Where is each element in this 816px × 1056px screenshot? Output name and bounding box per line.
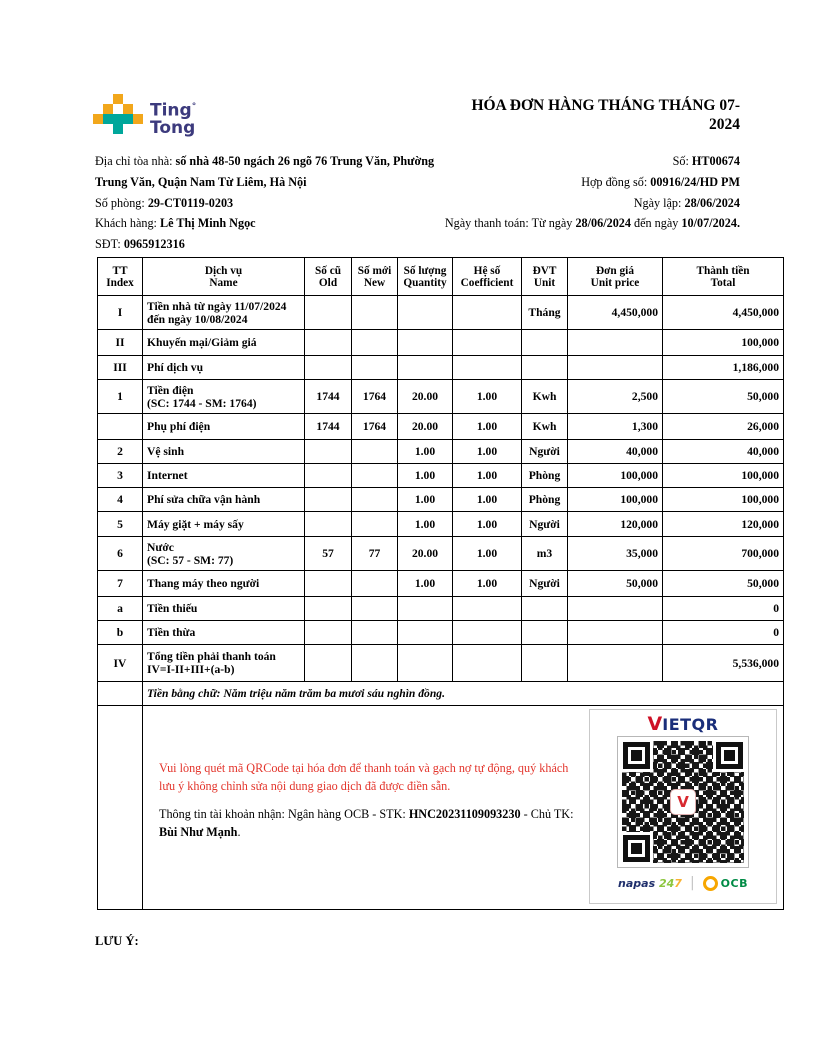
table-header-row <box>98 258 784 296</box>
table-row: 1 Tiền điện (SC: 1744 - SM: 1764) 1744 1764 20.00 1.00 Kwh 2,500 50,000 <box>98 380 784 414</box>
napas-logo: napas 247 <box>618 876 682 890</box>
footer-note: LƯU Ý: <box>95 934 139 948</box>
cell-name: Tiền thiếu <box>143 597 305 621</box>
table-row: 7 Thang máy theo người 1.00 1.00 Người 50,000 50,000 <box>98 571 784 597</box>
cell-index: 1 <box>98 380 143 414</box>
amount-in-words: Tiền bằng chữ: Năm triệu năm trăm ba mươi sáu nghìn đồng. <box>143 682 784 706</box>
cell-index: 2 <box>98 440 143 464</box>
cell-index: II <box>98 330 143 356</box>
customer-phone: SĐT: 0965912316 <box>95 237 185 252</box>
cell-name: Phí dịch vụ <box>143 356 305 380</box>
table-row <box>98 597 784 621</box>
cell-quantity <box>398 296 453 330</box>
cell-total: 50,000 <box>663 571 784 597</box>
cell-name: Vệ sinh <box>143 440 305 464</box>
header-name: Dịch vụ Name <box>143 258 305 296</box>
cell-index: IV <box>98 645 143 682</box>
ocb-logo: OCB <box>703 876 748 891</box>
tingtong-wordmark <box>150 99 196 137</box>
cell-name: Tiền nhà từ ngày 11/07/2024 đến ngày 10/08/2024 <box>143 296 305 330</box>
divider: | <box>689 875 695 891</box>
ocb-circle-icon <box>703 876 718 891</box>
table-row: 5 Máy giặt + máy sấy 1.00 1.00 Người 120,000 120,000 <box>98 512 784 537</box>
tingtong-pixel-icon <box>93 94 143 134</box>
cell-total: 100,000 <box>663 330 784 356</box>
header-quantity: Số lượng Quantity <box>398 258 453 296</box>
cell-name: Phụ phí điện <box>143 414 305 440</box>
table-row: 2 Vệ sinh 1.00 1.00 Người 40,000 40,000 <box>98 440 784 464</box>
payment-qr-row <box>98 706 784 910</box>
cell-name: Phí sửa chữa vận hành <box>143 488 305 512</box>
vietqr-center-icon: V <box>670 789 696 815</box>
invoice-meta <box>300 151 740 234</box>
cell-total: 100,000 <box>663 488 784 512</box>
cell-index <box>98 414 143 440</box>
issue-date: Ngày lập: 28/06/2024 <box>633 195 740 210</box>
cell-name: Thang máy theo người <box>143 571 305 597</box>
cell-index: a <box>98 597 143 621</box>
cell-unit-price: 4,450,000 <box>568 296 663 330</box>
cell-new <box>352 296 398 330</box>
header-total: Thành tiền Total <box>663 258 784 296</box>
cell-name: Máy giặt + máy sấy <box>143 512 305 537</box>
cell-index: 5 <box>98 512 143 537</box>
cell-index: 3 <box>98 464 143 488</box>
cell-name: Khuyến mại/Giảm giá <box>143 330 305 356</box>
cell-index: 4 <box>98 488 143 512</box>
cell-unit: Tháng <box>522 296 568 330</box>
cell-total: 4,450,000 <box>663 296 784 330</box>
cell-name: Tiền điện (SC: 1744 - SM: 1764) <box>143 380 305 414</box>
room-number: Số phòng: 29-CT0119-0203 <box>95 195 234 210</box>
cell-total: 0 <box>663 597 784 621</box>
header-index: TT Index <box>98 258 143 296</box>
cell-coefficient <box>453 296 522 330</box>
cell-index: b <box>98 621 143 645</box>
cell-index: III <box>98 356 143 380</box>
invoice-title-line1: HÓA ĐƠN HÀNG THÁNG THÁNG 07- <box>471 97 740 114</box>
qr-finder-icon <box>716 742 743 769</box>
cell-total: 100,000 <box>663 464 784 488</box>
cell-index: 7 <box>98 571 143 597</box>
cell-total: 120,000 <box>663 512 784 537</box>
payment-network-logos <box>618 875 748 891</box>
table-row-grand-total <box>98 645 784 682</box>
cell-total: 0 <box>663 621 784 645</box>
vietqr-logo: VIETQR <box>647 713 719 735</box>
logo-line1: Ting <box>150 100 192 121</box>
invoice-title-line2: 2024 <box>709 116 740 133</box>
cell-total: 1,186,000 <box>663 356 784 380</box>
empty-cell <box>98 706 143 910</box>
building-address: Địa chỉ tòa nhà: số nhà 48-50 ngách 26 ngõ 76 Trung Văn, Phường Trung Văn, Quận Nam Từ Liêm, Hà Nội <box>95 154 435 189</box>
cell-total: 40,000 <box>663 440 784 464</box>
table-row <box>98 330 784 356</box>
cell-name: Tổng tiền phải thanh toán IV=I-II+III+(a-b) <box>143 645 305 682</box>
empty-cell <box>98 682 143 706</box>
cell-name: Nước (SC: 57 - SM: 77) <box>143 537 305 571</box>
vietqr-block <box>589 709 777 904</box>
header-unit-price: Đơn giá Unit price <box>568 258 663 296</box>
table-row: 3 Internet 1.00 1.00 Phòng 100,000 100,000 <box>98 464 784 488</box>
table-row <box>98 296 784 330</box>
table-row: 6 Nước (SC: 57 - SM: 77) 57 77 20.00 1.00 m3 35,000 700,000 <box>98 537 784 571</box>
contract-number: Hợp đồng số: 00916/24/HD PM <box>581 174 740 189</box>
bank-account-info: Thông tin tài khoản nhận: Ngân hàng OCB - STK: HNC20231109093230 - Chủ TK: Bùi Như Mạnh. <box>159 807 574 839</box>
invoice-number: Số: HT00674 <box>672 154 740 168</box>
cell-old <box>305 296 352 330</box>
tingtong-logo <box>93 94 196 137</box>
cell-index: I <box>98 296 143 330</box>
table-row: Phụ phí điện 1744 1764 20.00 1.00 Kwh 1,300 26,000 <box>98 414 784 440</box>
payment-instructions <box>147 707 589 908</box>
cell-total: 700,000 <box>663 537 784 571</box>
header-coefficient: Hệ số Coefficient <box>453 258 522 296</box>
table-row <box>98 621 784 645</box>
cell-index: 6 <box>98 537 143 571</box>
customer-name: Khách hàng: Lê Thị Minh Ngọc <box>95 216 256 231</box>
cell-grand-total: 5,536,000 <box>663 645 784 682</box>
logo-line2: Tong <box>150 117 196 138</box>
amount-in-words-row <box>98 682 784 706</box>
payment-period: Ngày thanh toán: Từ ngày 28/06/2024 đến ngày 10/07/2024. <box>444 216 740 231</box>
qr-finder-icon <box>623 742 650 769</box>
header-new: Số mới New <box>352 258 398 296</box>
account-holder: Bùi Như Mạnh <box>159 824 238 839</box>
header-old: Số cũ Old <box>305 258 352 296</box>
cell-total: 50,000 <box>663 380 784 414</box>
cell-total: 26,000 <box>663 414 784 440</box>
cell-name: Tiền thừa <box>143 621 305 645</box>
invoice-title <box>410 96 740 134</box>
registered-mark: ° <box>191 102 197 112</box>
table-row <box>98 356 784 380</box>
account-number: HNC20231109093230 <box>408 807 521 821</box>
qr-code <box>622 741 744 863</box>
cell-name: Internet <box>143 464 305 488</box>
qr-warning-note: Vui lòng quét mã QRCode tại hóa đơn để thanh toán và gạch nợ tự động, quý khách lưu ý không chỉnh sửa nội dung giao dịch đã được điền sẵn. <box>159 761 569 793</box>
header-unit: ĐVT Unit <box>522 258 568 296</box>
table-row: 4 Phí sửa chữa vận hành 1.00 1.00 Phòng 100,000 100,000 <box>98 488 784 512</box>
qr-finder-icon <box>623 835 650 862</box>
invoice-table <box>97 257 784 910</box>
